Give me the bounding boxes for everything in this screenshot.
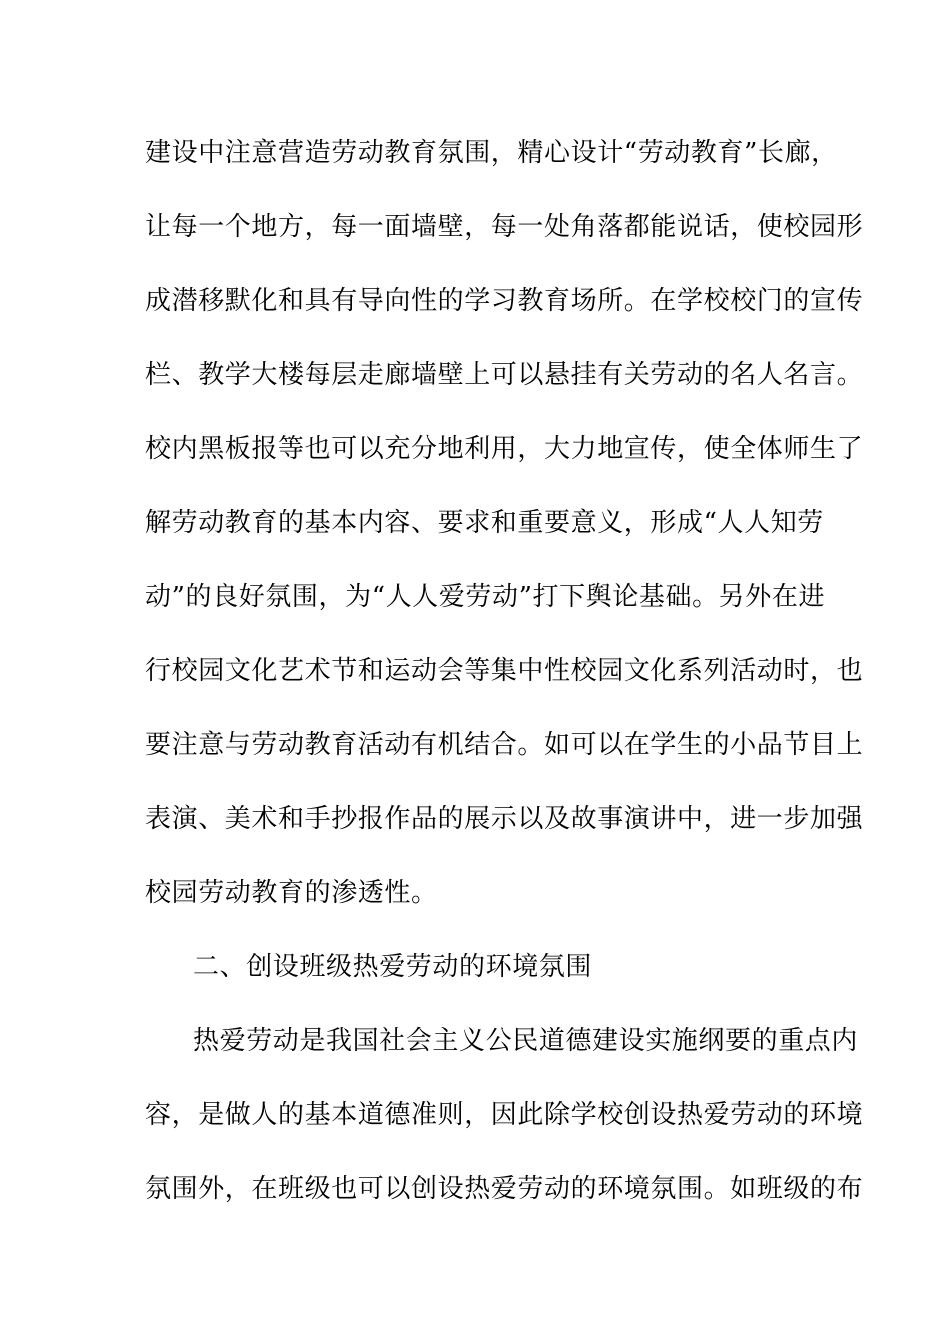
body-line-3: 成潜移默化和具有导向性的学习教育场所。在学校校门的宣传 xyxy=(145,286,864,316)
body-line-5: 校内黑板报等也可以充分地利用，大力地宣传，使全体师生了 xyxy=(145,434,864,464)
body-line-8: 行校园文化艺术节和运动会等集中性校园文化系列活动时，也 xyxy=(145,656,864,686)
body-line-7: 动”的良好氛围，为“人人爱劳动”打下舆论基础。另外在进 xyxy=(145,582,826,612)
section-line-1: 热爱劳动是我国社会主义公民道德建设实施纲要的重点内 xyxy=(193,1026,859,1056)
section-heading: 二、创设班级热爱劳动的环境氛围 xyxy=(193,952,593,982)
body-line-1: 建设中注意营造劳动教育氛围，精心设计“劳动教育”长廊， xyxy=(145,138,838,168)
body-line-9: 要注意与劳动教育活动有机结合。如可以在学生的小品节目上 xyxy=(145,730,864,760)
body-line-11: 校园劳动教育的渗透性。 xyxy=(145,878,438,908)
body-line-6: 解劳动教育的基本内容、要求和重要意义，形成“人人知劳 xyxy=(145,508,824,538)
section-line-3: 氛围外，在班级也可以创设热爱劳动的环境氛围。如班级的布 xyxy=(145,1174,864,1204)
body-line-4: 栏、教学大楼每层走廊墙壁上可以悬挂有关劳动的名人名言。 xyxy=(145,360,864,390)
body-line-10: 表演、美术和手抄报作品的展示以及故事演讲中，进一步加强 xyxy=(145,804,864,834)
section-line-2: 容，是做人的基本道德准则，因此除学校创设热爱劳动的环境 xyxy=(145,1100,864,1130)
body-line-2: 让每一个地方，每一面墙壁，每一处角落都能说话，使校园形 xyxy=(145,212,864,242)
